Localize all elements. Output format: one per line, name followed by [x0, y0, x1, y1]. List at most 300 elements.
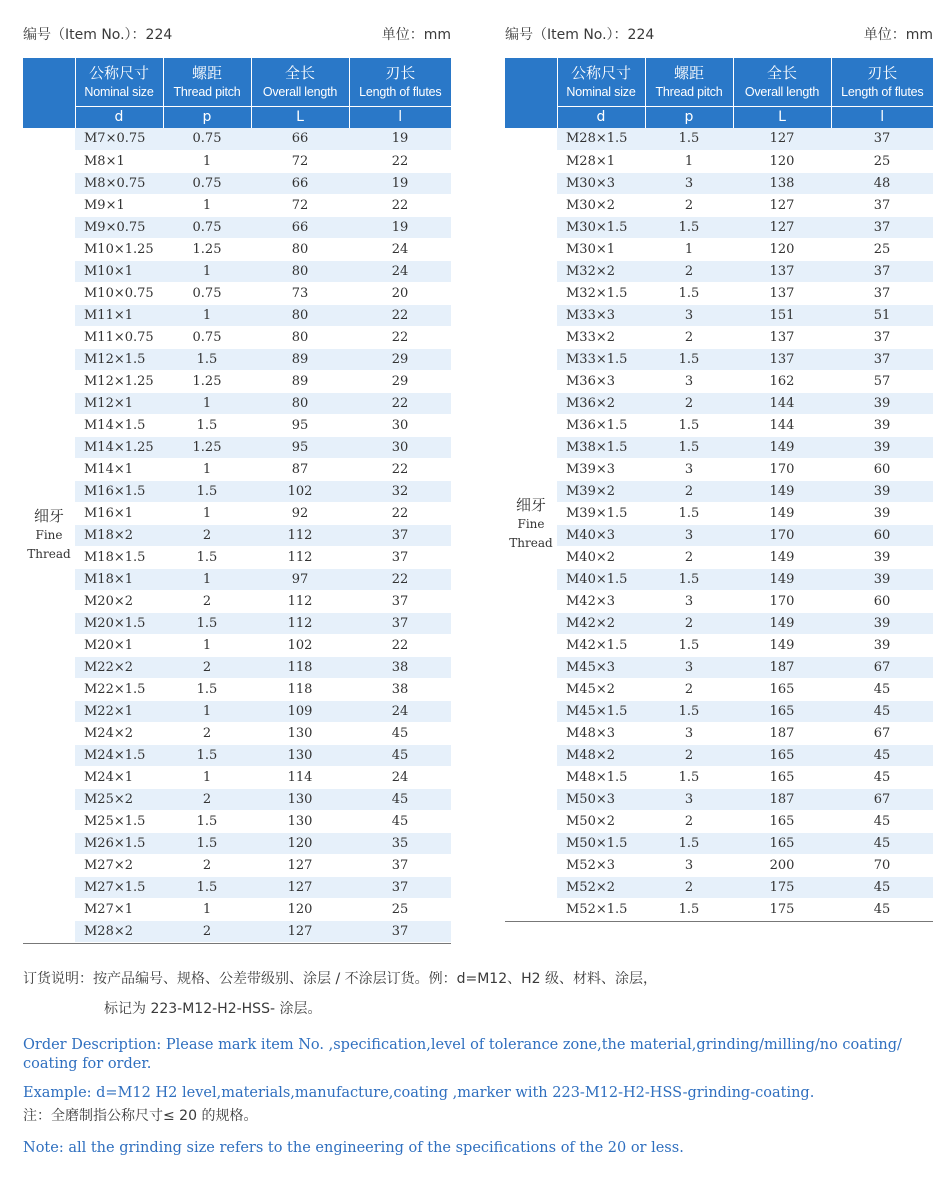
table-row — [23, 436, 451, 458]
nominal-size-cell: M28×2 — [75, 920, 163, 942]
flute-length-cell: 45 — [831, 898, 933, 920]
nominal-size-cell: M42×2 — [557, 612, 645, 634]
flute-length-cell: 24 — [349, 260, 451, 282]
thread-pitch-cell: 1.5 — [163, 348, 251, 370]
table-row — [505, 810, 933, 832]
flute-length-cell: 39 — [831, 436, 933, 458]
overall-length-cell: 120 — [251, 832, 349, 854]
thread-pitch-cell: 3 — [645, 172, 733, 194]
flute-length-cell: 38 — [349, 656, 451, 678]
table-row — [505, 744, 933, 766]
overall-length-cell: 92 — [251, 502, 349, 524]
nominal-size-cell: M10×1.25 — [75, 238, 163, 260]
flute-length-cell: 25 — [349, 898, 451, 920]
flute-length-cell: 37 — [349, 876, 451, 898]
table-row — [23, 920, 451, 942]
overall-length-cell: 97 — [251, 568, 349, 590]
left-meta — [23, 24, 451, 44]
nominal-size-cell: M33×1.5 — [557, 348, 645, 370]
table-row — [505, 414, 933, 436]
flute-length-cell: 60 — [831, 590, 933, 612]
table-row — [505, 150, 933, 172]
flute-length-cell: 37 — [349, 612, 451, 634]
table-row — [23, 744, 451, 766]
overall-length-cell: 72 — [251, 194, 349, 216]
flute-length-cell: 45 — [831, 832, 933, 854]
nominal-size-cell: M9×1 — [75, 194, 163, 216]
nominal-size-cell: M33×3 — [557, 304, 645, 326]
thread-pitch-cell: 1.5 — [645, 898, 733, 920]
table-body-left — [23, 128, 451, 942]
thread-pitch-cell: 0.75 — [163, 326, 251, 348]
nominal-size-cell: M18×1.5 — [75, 546, 163, 568]
right-panel — [505, 24, 933, 922]
flute-length-cell: 37 — [831, 348, 933, 370]
thread-pitch-cell: 2 — [163, 920, 251, 942]
flute-length-cell: 22 — [349, 304, 451, 326]
nominal-size-cell: M33×2 — [557, 326, 645, 348]
nominal-size-cell: M28×1 — [557, 150, 645, 172]
nominal-size-cell: M8×1 — [75, 150, 163, 172]
thread-pitch-cell: 2 — [645, 480, 733, 502]
nominal-size-cell: M40×2 — [557, 546, 645, 568]
thread-pitch-cell: 1 — [645, 238, 733, 260]
flute-length-cell: 39 — [831, 392, 933, 414]
nominal-size-cell: M27×2 — [75, 854, 163, 876]
overall-length-cell: 200 — [733, 854, 831, 876]
nominal-size-cell: M8×0.75 — [75, 172, 163, 194]
overall-length-cell: 170 — [733, 458, 831, 480]
thread-pitch-cell: 2 — [163, 590, 251, 612]
table-bottom-rule — [23, 943, 451, 944]
order-description-en: Order Description: Please mark item No. ,specification,level of tolerance zone,the material,grinding/milling/no coating/ coating for order. — [23, 1037, 902, 1072]
thread-pitch-cell: 1.5 — [163, 546, 251, 568]
nominal-size-cell: M45×2 — [557, 678, 645, 700]
flute-length-cell: 37 — [349, 524, 451, 546]
order-description-cn: 订货说明：按产品编号、规格、公差带级别、涂层 / 不涂层订货。例：d=M12、H2 级、材料、涂层， — [23, 971, 658, 987]
flute-length-cell: 45 — [831, 876, 933, 898]
overall-length-cell: 187 — [733, 788, 831, 810]
nominal-size-cell: M32×1.5 — [557, 282, 645, 304]
table-row — [505, 348, 933, 370]
table-row — [23, 590, 451, 612]
table-row — [505, 766, 933, 788]
flute-length-cell: 24 — [349, 238, 451, 260]
order-example-cn: 标记为 223-M12-H2-HSS- 涂层。 — [104, 1001, 322, 1017]
table-row — [505, 238, 933, 260]
flute-length-cell: 29 — [349, 348, 451, 370]
example-en: Example: d=M12 H2 level,materials,manufacture,coating ,marker with 223-M12-H2-HSS-grinding-coating. — [23, 1085, 815, 1101]
nominal-size-cell: M40×3 — [557, 524, 645, 546]
flute-length-cell: 37 — [831, 216, 933, 238]
overall-length-cell: 95 — [251, 436, 349, 458]
thread-pitch-cell: 1 — [163, 150, 251, 172]
overall-length-cell: 137 — [733, 260, 831, 282]
overall-length-cell: 118 — [251, 656, 349, 678]
table-row — [505, 216, 933, 238]
overall-length-cell: 170 — [733, 524, 831, 546]
table-row — [23, 700, 451, 722]
table-row — [505, 260, 933, 282]
nominal-size-cell: M50×3 — [557, 788, 645, 810]
thread-pitch-cell: 1.5 — [163, 744, 251, 766]
flute-length-cell: 22 — [349, 194, 451, 216]
nominal-size-cell: M39×2 — [557, 480, 645, 502]
overall-length-cell: 87 — [251, 458, 349, 480]
thread-pitch-cell: 2 — [645, 678, 733, 700]
overall-length-cell: 130 — [251, 744, 349, 766]
spec-table-right — [505, 58, 933, 921]
table-row — [23, 172, 451, 194]
table-row — [23, 524, 451, 546]
nominal-size-cell: M24×1.5 — [75, 744, 163, 766]
overall-length-cell: 89 — [251, 370, 349, 392]
thread-pitch-cell: 2 — [163, 524, 251, 546]
flute-length-cell: 24 — [349, 766, 451, 788]
nominal-size-cell: M7×0.75 — [75, 128, 163, 150]
flute-length-cell: 22 — [349, 326, 451, 348]
nominal-size-cell: M27×1 — [75, 898, 163, 920]
table-row — [23, 194, 451, 216]
nominal-size-cell: M24×1 — [75, 766, 163, 788]
flute-length-cell: 39 — [831, 414, 933, 436]
nominal-size-cell: M52×2 — [557, 876, 645, 898]
thread-pitch-cell: 1 — [163, 634, 251, 656]
table-row — [23, 634, 451, 656]
overall-length-cell: 149 — [733, 502, 831, 524]
item-number-label: 编号（Item No.）：224 — [23, 27, 173, 43]
flute-length-cell: 29 — [349, 370, 451, 392]
thread-pitch-cell: 1.25 — [163, 238, 251, 260]
flute-length-cell: 22 — [349, 502, 451, 524]
overall-length-cell: 187 — [733, 722, 831, 744]
nominal-size-cell: M39×3 — [557, 458, 645, 480]
table-row — [505, 304, 933, 326]
thread-pitch-cell: 2 — [645, 260, 733, 282]
overall-length-cell: 80 — [251, 260, 349, 282]
table-row — [505, 392, 933, 414]
flute-length-cell: 45 — [831, 810, 933, 832]
thread-pitch-cell: 1.5 — [645, 128, 733, 150]
nominal-size-cell: M50×1.5 — [557, 832, 645, 854]
nominal-size-cell: M48×2 — [557, 744, 645, 766]
thread-pitch-cell: 3 — [645, 524, 733, 546]
overall-length-cell: 112 — [251, 590, 349, 612]
overall-length-cell: 118 — [251, 678, 349, 700]
flute-length-cell: 39 — [831, 502, 933, 524]
nominal-size-cell: M9×0.75 — [75, 216, 163, 238]
thread-pitch-cell: 1.25 — [163, 370, 251, 392]
nominal-size-cell: M11×0.75 — [75, 326, 163, 348]
thread-pitch-cell: 1.5 — [645, 766, 733, 788]
overall-length-cell: 175 — [733, 898, 831, 920]
thread-pitch-header: 螺距 Thread pitch — [645, 58, 733, 106]
flute-length-cell: 22 — [349, 150, 451, 172]
flute-length-cell: 48 — [831, 172, 933, 194]
flute-length-cell: 19 — [349, 172, 451, 194]
overall-length-cell: 170 — [733, 590, 831, 612]
table-row — [23, 546, 451, 568]
flute-length-cell: 60 — [831, 524, 933, 546]
table-row — [505, 458, 933, 480]
flute-length-cell: 37 — [831, 326, 933, 348]
overall-length-header: 全长 Overall length — [733, 58, 831, 106]
table-row — [505, 898, 933, 920]
flute-length-cell: 32 — [349, 480, 451, 502]
overall-length-cell: 137 — [733, 326, 831, 348]
overall-length-cell: 102 — [251, 634, 349, 656]
thread-pitch-cell: 1.5 — [163, 678, 251, 700]
table-row — [23, 128, 451, 150]
item-number-label: 编号（Item No.）：224 — [505, 27, 655, 43]
table-row — [505, 876, 933, 898]
nominal-size-cell: M10×0.75 — [75, 282, 163, 304]
flute-length-cell: 37 — [831, 282, 933, 304]
thread-pitch-cell: 1.5 — [645, 282, 733, 304]
table-row — [505, 326, 933, 348]
table-row — [505, 832, 933, 854]
table-row — [505, 546, 933, 568]
overall-length-cell: 127 — [733, 194, 831, 216]
thread-pitch-cell: 2 — [163, 854, 251, 876]
note-cn: 注：全磨制指公称尺寸≤ 20 的规格。 — [23, 1108, 258, 1124]
flute-length-cell: 67 — [831, 722, 933, 744]
overall-length-cell: 80 — [251, 304, 349, 326]
nominal-size-cell: M22×1 — [75, 700, 163, 722]
overall-length-cell: 149 — [733, 568, 831, 590]
thread-pitch-cell: 2 — [645, 194, 733, 216]
nominal-size-cell: M38×1.5 — [557, 436, 645, 458]
table-bottom-rule — [505, 921, 933, 922]
overall-length-cell: 120 — [251, 898, 349, 920]
thread-pitch-cell: 1.5 — [163, 414, 251, 436]
overall-length-cell: 165 — [733, 832, 831, 854]
overall-length-cell: 127 — [251, 920, 349, 942]
table-row — [23, 480, 451, 502]
nominal-size-cell: M14×1.25 — [75, 436, 163, 458]
overall-length-cell: 130 — [251, 810, 349, 832]
thread-pitch-cell: 3 — [645, 370, 733, 392]
thread-pitch-cell: 0.75 — [163, 172, 251, 194]
symbol-l: l — [831, 106, 933, 128]
overall-length-cell: 120 — [733, 150, 831, 172]
thread-pitch-cell: 1 — [163, 568, 251, 590]
spec-table-left — [23, 58, 451, 943]
flute-length-cell: 45 — [831, 700, 933, 722]
overall-length-cell: 151 — [733, 304, 831, 326]
thread-pitch-cell: 1.5 — [163, 810, 251, 832]
symbol-d: d — [75, 106, 163, 128]
table-row — [23, 458, 451, 480]
table-row — [505, 634, 933, 656]
table-row — [23, 766, 451, 788]
thread-pitch-cell: 1.5 — [645, 568, 733, 590]
flute-length-cell: 22 — [349, 634, 451, 656]
thread-pitch-cell: 1.5 — [645, 502, 733, 524]
thread-pitch-cell: 1.5 — [645, 634, 733, 656]
order-notes — [23, 968, 933, 1158]
table-row — [505, 194, 933, 216]
overall-length-cell: 80 — [251, 392, 349, 414]
thread-pitch-cell: 2 — [645, 326, 733, 348]
thread-pitch-cell: 0.75 — [163, 282, 251, 304]
nominal-size-cell: M26×1.5 — [75, 832, 163, 854]
table-row — [505, 612, 933, 634]
thread-pitch-cell: 1.5 — [645, 414, 733, 436]
thread-pitch-cell: 3 — [645, 590, 733, 612]
table-row — [505, 128, 933, 150]
nominal-size-cell: M12×1.5 — [75, 348, 163, 370]
overall-length-cell: 149 — [733, 612, 831, 634]
overall-length-cell: 149 — [733, 634, 831, 656]
overall-length-cell: 130 — [251, 722, 349, 744]
nominal-size-cell: M14×1.5 — [75, 414, 163, 436]
thread-pitch-cell: 0.75 — [163, 128, 251, 150]
table-row — [23, 150, 451, 172]
nominal-size-cell: M25×2 — [75, 788, 163, 810]
nominal-size-cell: M48×3 — [557, 722, 645, 744]
thread-pitch-cell: 1.5 — [163, 876, 251, 898]
overall-length-cell: 165 — [733, 678, 831, 700]
nominal-size-header: 公称尺寸 Nominal size — [557, 58, 645, 106]
nominal-size-cell: M52×1.5 — [557, 898, 645, 920]
nominal-size-cell: M42×1.5 — [557, 634, 645, 656]
flute-length-cell: 37 — [349, 920, 451, 942]
nominal-size-cell: M36×1.5 — [557, 414, 645, 436]
nominal-size-cell: M40×1.5 — [557, 568, 645, 590]
flute-length-cell: 45 — [349, 744, 451, 766]
nominal-size-cell: M50×2 — [557, 810, 645, 832]
table-row — [505, 656, 933, 678]
nominal-size-cell: M12×1.25 — [75, 370, 163, 392]
table-row — [23, 238, 451, 260]
nominal-size-cell: M20×1.5 — [75, 612, 163, 634]
overall-length-cell: 73 — [251, 282, 349, 304]
overall-length-cell: 66 — [251, 216, 349, 238]
table-row — [505, 436, 933, 458]
unit-label: 单位：mm — [863, 27, 933, 43]
note-en: Note: all the grinding size refers to the engineering of the specifications of the 20 or less. — [23, 1140, 684, 1156]
table-row — [505, 282, 933, 304]
table-row — [23, 216, 451, 238]
table-row — [23, 876, 451, 898]
thread-pitch-cell: 1 — [163, 194, 251, 216]
symbol-d: d — [557, 106, 645, 128]
flute-length-cell: 37 — [831, 260, 933, 282]
thread-pitch-cell: 1 — [163, 766, 251, 788]
overall-length-cell: 127 — [251, 876, 349, 898]
table-row — [505, 568, 933, 590]
thread-pitch-cell: 1.25 — [163, 436, 251, 458]
thread-pitch-cell: 2 — [645, 392, 733, 414]
thread-pitch-cell: 1.5 — [163, 832, 251, 854]
thread-pitch-cell: 1 — [163, 392, 251, 414]
flute-length-cell: 22 — [349, 458, 451, 480]
nominal-size-cell: M28×1.5 — [557, 128, 645, 150]
overall-length-cell: 149 — [733, 546, 831, 568]
table-row — [23, 722, 451, 744]
symbol-l: l — [349, 106, 451, 128]
overall-length-cell: 165 — [733, 744, 831, 766]
overall-length-cell: 175 — [733, 876, 831, 898]
overall-length-cell: 95 — [251, 414, 349, 436]
thread-pitch-cell: 3 — [645, 458, 733, 480]
nominal-size-cell: M32×2 — [557, 260, 645, 282]
symbol-p: p — [645, 106, 733, 128]
category-label: 细牙 Fine Thread — [23, 128, 75, 942]
overall-length-cell: 144 — [733, 392, 831, 414]
left-panel — [23, 24, 451, 944]
thread-pitch-cell: 0.75 — [163, 216, 251, 238]
category-header — [505, 58, 557, 128]
flute-length-cell: 24 — [349, 700, 451, 722]
overall-length-cell: 137 — [733, 348, 831, 370]
flute-length-cell: 45 — [349, 722, 451, 744]
nominal-size-cell: M30×1 — [557, 238, 645, 260]
thread-pitch-cell: 2 — [645, 876, 733, 898]
nominal-size-cell: M36×3 — [557, 370, 645, 392]
table-row — [23, 326, 451, 348]
nominal-size-cell: M10×1 — [75, 260, 163, 282]
table-row — [23, 612, 451, 634]
symbol-L: L — [251, 106, 349, 128]
overall-length-cell: 165 — [733, 766, 831, 788]
nominal-size-cell: M16×1 — [75, 502, 163, 524]
flute-length-cell: 30 — [349, 414, 451, 436]
nominal-size-cell: M27×1.5 — [75, 876, 163, 898]
table-row — [23, 678, 451, 700]
table-row — [505, 722, 933, 744]
flute-length-cell: 67 — [831, 656, 933, 678]
table-row — [23, 392, 451, 414]
unit-label: 单位：mm — [381, 27, 451, 43]
thread-pitch-cell: 1.5 — [645, 216, 733, 238]
flute-length-cell: 39 — [831, 568, 933, 590]
table-row — [23, 898, 451, 920]
flute-length-cell: 45 — [349, 788, 451, 810]
overall-length-cell: 66 — [251, 128, 349, 150]
nominal-size-cell: M45×3 — [557, 656, 645, 678]
table-row — [505, 370, 933, 392]
thread-pitch-cell: 1 — [163, 260, 251, 282]
flute-length-cell: 38 — [349, 678, 451, 700]
nominal-size-cell: M48×1.5 — [557, 766, 645, 788]
table-row — [23, 656, 451, 678]
thread-pitch-cell: 1 — [163, 458, 251, 480]
nominal-size-cell: M36×2 — [557, 392, 645, 414]
flute-length-cell: 30 — [349, 436, 451, 458]
flute-length-cell: 37 — [831, 128, 933, 150]
nominal-size-cell: M22×1.5 — [75, 678, 163, 700]
flute-length-cell: 67 — [831, 788, 933, 810]
flute-length-cell: 70 — [831, 854, 933, 876]
table-row — [23, 810, 451, 832]
table-row — [505, 788, 933, 810]
symbol-p: p — [163, 106, 251, 128]
overall-length-cell: 149 — [733, 436, 831, 458]
thread-pitch-cell: 3 — [645, 854, 733, 876]
overall-length-cell: 165 — [733, 810, 831, 832]
table-row — [505, 590, 933, 612]
flute-length-cell: 20 — [349, 282, 451, 304]
thread-pitch-cell: 1.5 — [645, 348, 733, 370]
thread-pitch-cell: 2 — [163, 656, 251, 678]
nominal-size-cell: M30×2 — [557, 194, 645, 216]
thread-pitch-cell: 1 — [163, 898, 251, 920]
thread-pitch-cell: 3 — [645, 656, 733, 678]
overall-length-cell: 144 — [733, 414, 831, 436]
nominal-size-cell: M22×2 — [75, 656, 163, 678]
